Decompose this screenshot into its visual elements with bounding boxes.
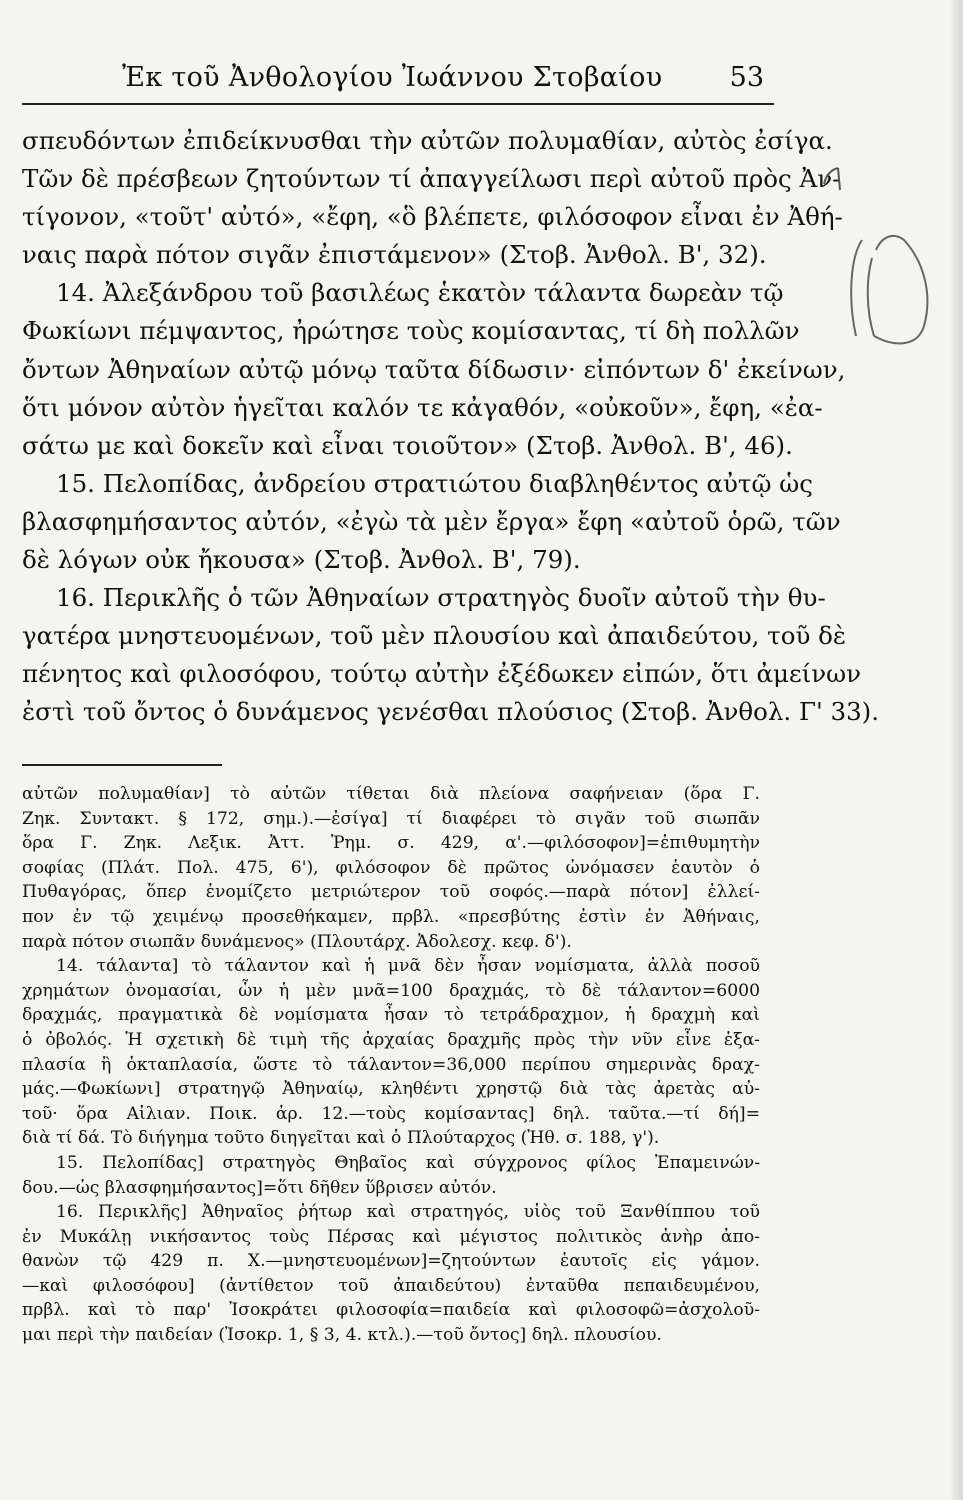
footnote-16-start: 16. Περικλῆς] Ἀθηναῖος ῥήτωρ καὶ στρατηγός, υἱὸς τοῦ Ξανθίππου τοῦ <box>56 1202 760 1223</box>
text-line: ὅτι μόνον αὐτὸν ἡγεῖται καλόν τε κἀγαθόν, «οὐκοῦν», ἔφη, «ἐα- <box>22 392 823 422</box>
footnote-line: μαι περὶ τὴν παιδείαν (Ἰσοκρ. 1, § 3, 4. κτλ.).—τοῦ ὄντος] δηλ. πλουσίου. <box>22 1325 662 1346</box>
text-line: ὄντων Ἀθηναίων αὐτῷ μόνῳ ταῦτα δίδωσιν· εἰπόντων δ' ἐκείνων, <box>22 354 846 384</box>
text-line: γατέρα μνηστευομένων, τοῦ μὲν πλουσίου καὶ ἀπαιδεύτου, τοῦ δὲ <box>22 621 847 651</box>
text-line: βλασφημήσαντος αὐτόν, «ἐγὼ τὰ μὲν ἔργα» ἔφη «αὐτοῦ ὁρῶ, τῶν <box>22 506 841 536</box>
text-line: τίγονον, «τοῦτ' αὐτό», «ἔφη, «ὃ βλέπετε, φιλόσοφον εἶναι ἐν Ἀθή- <box>22 202 843 232</box>
paragraph-16-start: 16. Περικλῆς ὁ τῶν Ἀθηναίων στρατηγὸς δυοῖν αὐτοῦ τὴν θυ- <box>56 583 826 613</box>
paragraph-14-start: 14. Ἀλεξάνδρου τοῦ βασιλέως ἑκατὸν τάλαντα δωρεὰν τῷ <box>56 278 784 308</box>
footnote-line: μάς.—Φωκίωνι] στρατηγῷ Ἀθηναίῳ, κληθέντι χρηστῷ διὰ τὰς ἀρετὰς αὐ- <box>22 1079 760 1100</box>
text-line: ἐστὶ τοῦ ὄντος ὁ δυνάμενος γενέσθαι πλούσιος (Στοβ. Ἀνθολ. Γ' 33). <box>22 697 880 727</box>
footnote-line: τοῦ· ὅρα Αἰλιαν. Ποικ. ἀρ. 12.—τοὺς κομίσαντας] δηλ. ταῦτα.—τί δή]= <box>22 1103 760 1124</box>
footnote-line: πλασία ἢ ὀκταπλασία, ὥστε τὸ τάλαντον=36,000 περίπου σημερινὰς δραχ- <box>22 1054 760 1075</box>
footnotes-block <box>22 782 760 1348</box>
page-edge-shadow <box>949 0 963 1500</box>
footnote-14-start: 14. τάλαντα] τὸ τάλαντον καὶ ἡ μνᾶ δὲν ἦσαν νομίσματα, ἀλλὰ ποσοῦ <box>56 956 760 977</box>
footnote-line: πρβλ. καὶ τὸ παρ' Ἰσοκράτει φιλοσοφία=παιδεία καὶ φιλοσοφῶ=ἀσχολοῦ- <box>22 1300 760 1321</box>
footnote-line: παρὰ πότον σιωπᾶν δυνάμενος» (Πλουτάρχ. Ἀδολεσχ. κεφ. δ'). <box>22 931 572 952</box>
pencil-margin-mark <box>800 140 950 390</box>
text-line: Φωκίωνι πέμψαντος, ἠρώτησε τοὺς κομίσαντας, τί δὴ πολλῶν <box>22 316 800 346</box>
footnote-line: διὰ τί δά. Τὸ διήγημα τοῦτο διηγεῖται καὶ ὁ Πλούταρχος (Ἠθ. σ. 188, γ'). <box>22 1128 660 1149</box>
footnote-line: δου.—ὡς βλασφημήσαντος]=ὅτι δῆθεν ὕβρισεν αὐτόν. <box>22 1177 497 1198</box>
text-line: Τῶν δὲ πρέσβεων ζητούντων τί ἀπαγγείλωσι περὶ αὐτοῦ πρὸς Ἀν- <box>22 164 841 194</box>
running-header <box>22 60 772 104</box>
text-line: πένητος καὶ φιλοσόφου, τούτῳ αὐτὴν ἐξέδωκεν εἰπών, ὅτι ἀμείνων <box>22 659 862 689</box>
footnote-line: Πυθαγόρας, ὅπερ ἐνομίζετο μετριώτερον τοῦ σοφός.—παρὰ πότον] ἐλλεί- <box>22 882 760 903</box>
page-number: 53 <box>729 62 764 93</box>
footnote-line: θανὼν τῷ 429 π. Χ.—μνηστευομένων]=ζητούντων ἑαυτοῖς εἰς γάμον. <box>22 1251 760 1272</box>
footnote-line: αὐτῶν πολυμαθίαν] τὸ αὐτῶν τίθεται διὰ πλείονα σαφήνειαν (ὅρα Γ. <box>22 784 760 804</box>
footnote-line: σοφίας (Πλάτ. Πολ. 475, 6'), φιλόσοφον δὲ πρῶτος ὠνόμασεν ἑαυτὸν ὁ <box>22 857 760 878</box>
text-line: ναις παρὰ πότον σιγᾶν ἐπιστάμενον» (Στοβ. Ἀνθολ. Β', 32). <box>22 240 767 270</box>
footnote-line: ὁ ὀβολός. Ἡ σχετικὴ δὲ τιμὴ τῆς ἀρχαίας δραχμῆς πρὸς τὴν νῦν εἶνε ἑξα- <box>22 1029 760 1050</box>
running-title: Ἐκ τοῦ Ἀνθολογίου Ἰωάννου Στοβαίου <box>122 62 663 93</box>
text-line: σάτω με καὶ δοκεῖν καὶ εἶναι τοιοῦτον» (Στοβ. Ἀνθολ. Β', 46). <box>22 430 793 460</box>
header-rule <box>22 103 774 105</box>
footnote-line: ὅρα Γ. Ζηκ. Λεξικ. Ἀττ. Ῥημ. σ. 429, α'.—φιλόσοφον]=ἐπιθυμητὴν <box>22 833 760 854</box>
text-line: σπευδόντων ἐπιδείκνυσθαι τὴν αὐτῶν πολυμαθίαν, αὐτὸς ἐσίγα. <box>22 126 833 155</box>
footnote-15-start: 15. Πελοπίδας] στρατηγὸς Θηβαῖος καὶ σύγχρονος φίλος Ἐπαμεινών- <box>56 1152 760 1173</box>
footnote-line: Ζηκ. Συντακτ. § 172, σημ.).—ἐσίγα] τί διαφέρει τὸ σιγᾶν τοῦ σιωπᾶν <box>22 808 760 829</box>
footnote-line: πον ἐν τῷ χειμένῳ προσεθήκαμεν, πρβλ. «πρεσβύτης ἐστὶν ἐν Ἀθήναις, <box>22 906 760 927</box>
footnote-line: —καὶ φιλοσόφου] (ἀντίθετον τοῦ ἀπαιδεύτου) ἐνταῦθα πεπαιδευμένου, <box>22 1275 760 1296</box>
text-line: δὲ λόγων οὐκ ἤκουσα» (Στοβ. Ἀνθολ. Β', 79). <box>22 545 581 575</box>
main-text-block <box>22 122 880 732</box>
footnote-line: ἐν Μυκάλῃ νικήσαντος τοὺς Πέρσας καὶ μέγιστος πολιτικὸς ἀνὴρ ἀπο- <box>22 1226 760 1247</box>
footnote-separator <box>22 764 222 766</box>
footnote-line: δραχμάς, πραγματικὰ δὲ νομίσματα ἦσαν τὸ τετράδραχμον, ἡ δραχμὴ καὶ <box>22 1005 760 1026</box>
paragraph-15-start: 15. Πελοπίδας, ἀνδρείου στρατιώτου διαβληθέντος αὐτῷ ὡς <box>56 468 813 498</box>
footnote-line: χρημάτων ὀνομασίαι, ὧν ἡ μὲν μνᾶ=100 δραχμάς, τὸ δὲ τάλαντον=6000 <box>22 980 760 1001</box>
